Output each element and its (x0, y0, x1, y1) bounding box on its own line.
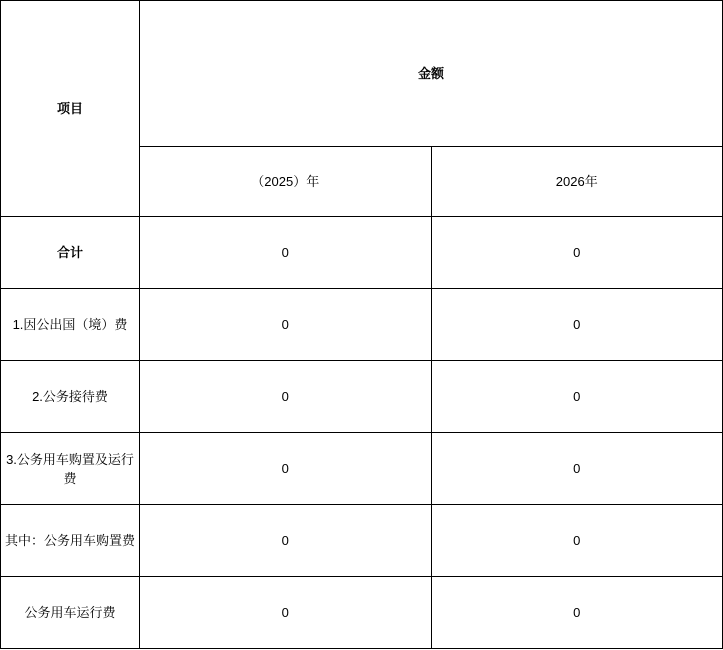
header-amount: 金额 (140, 1, 723, 147)
row-value-year2: 0 (431, 433, 723, 505)
header-year-2025: （2025）年 (140, 147, 432, 217)
row-value-year1: 0 (140, 289, 432, 361)
row-label: 其中：公务用车购置费 (1, 505, 140, 577)
table-row (1, 577, 723, 649)
header-item: 项目 (1, 1, 140, 217)
row-value-year1: 0 (140, 577, 432, 649)
row-label: 1.因公出国（境）费 (1, 289, 140, 361)
table-header-row-1 (1, 1, 723, 147)
table-row (1, 361, 723, 433)
row-value-year2: 0 (431, 505, 723, 577)
row-label: 3.公务用车购置及运行费 (1, 433, 140, 505)
row-value-year1: 0 (140, 433, 432, 505)
row-value-year1: 0 (140, 361, 432, 433)
row-label: 公务用车运行费 (1, 577, 140, 649)
row-value-year2: 0 (431, 217, 723, 289)
row-value-year2: 0 (431, 361, 723, 433)
row-value-year2: 0 (431, 577, 723, 649)
table-row (1, 289, 723, 361)
table-row (1, 217, 723, 289)
row-value-year2: 0 (431, 289, 723, 361)
row-value-year1: 0 (140, 217, 432, 289)
table-row (1, 505, 723, 577)
row-value-year1: 0 (140, 505, 432, 577)
row-label: 合计 (1, 217, 140, 289)
row-label: 2.公务接待费 (1, 361, 140, 433)
header-year-2026: 2026年 (431, 147, 723, 217)
table-row (1, 433, 723, 505)
